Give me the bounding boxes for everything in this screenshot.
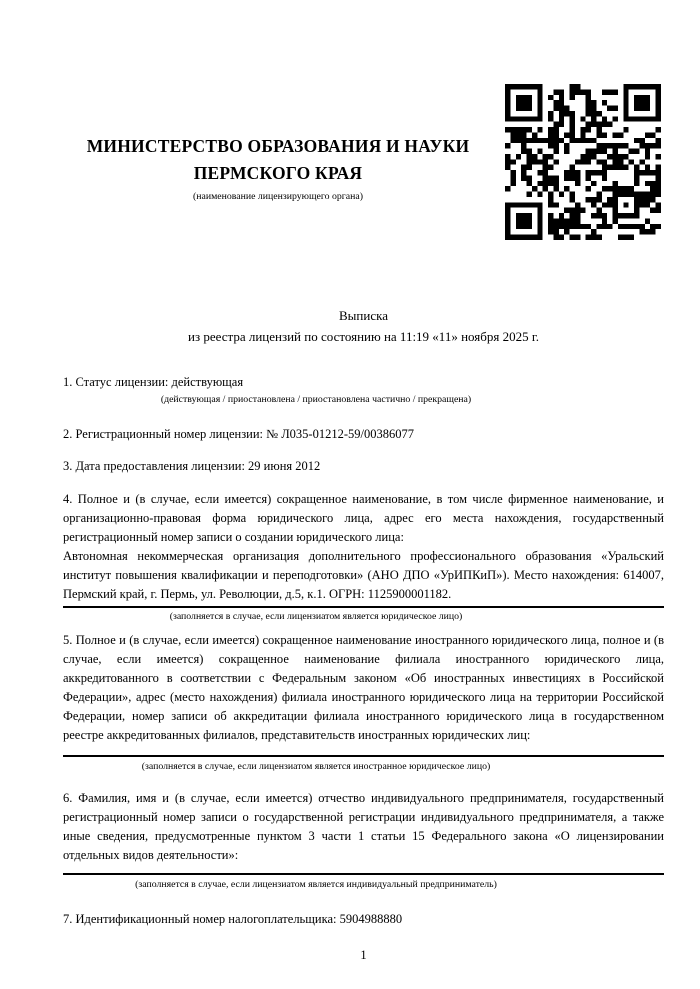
foreign-entity-answer-underline	[63, 755, 664, 757]
item-taxpayer-id	[63, 910, 664, 929]
page-number: 1	[360, 948, 367, 962]
legal-entity-answer-text: Автономная некоммерческая организация дополнительного профессионального образования «Уральский институт повышения квалификации и переподготовки» (АНО ДПО «УрИПКиП»). Место нахождения: 614007, Пермский край, г. Пермь, ул. Революции, д.5, к.1. ОГРН: 1125900001182.	[63, 549, 664, 601]
foreign-entity-prompt-text: 5. Полное и (в случае, если имеется) сокращенное наименование иностранного юридического лица, полное и (в случае, если имеется) сокращенное наименование филиала иностранного юридического лица, аккредитованного в соответствии с Федеральным законом «Об иностранных инвестициях в Российской Федерации», адрес (место нахождения) филиала иностранного юридического лица на территории Российской Федерации, номер записи об аккредитации филиала иностранного юридического лица в государственном реестре аккредитованных филиалов, представительств иностранных юридических лиц:	[63, 633, 664, 742]
title-line-2: из реестра лицензий по состоянию на 11:19 «11» ноября 2025 г.	[188, 329, 539, 344]
taxpayer-id-text: 7. Идентификационный номер налогоплательщика: 5904988880	[63, 912, 403, 926]
legal-entity-answer-underline	[63, 606, 664, 608]
ministry-name-line-2: ПЕРМСКОГО КРАЯ	[193, 163, 363, 183]
ministry-name-line-1: МИНИСТЕРСТВО ОБРАЗОВАНИЯ И НАУКИ	[86, 136, 470, 156]
entrepreneur-answer-underline	[63, 873, 664, 875]
item-registration-number	[63, 425, 664, 444]
item-foreign-entity	[63, 631, 664, 773]
entrepreneur-prompt-text: 6. Фамилия, имя и (в случае, если имеется) отчество индивидуального предпринимателя, государственный регистрационный номер записи о государственной регистрации индивидуального предпринимателя, а также иные сведения, предусмотренные пунктом 3 части 1 статьи 15 Федерального закона «О лицензировании отдельных видов деятельности»:	[63, 791, 664, 862]
item-license-status	[63, 373, 664, 406]
authority-form-caption: (наименование лицензирующего органа)	[192, 191, 363, 202]
document-title	[63, 305, 664, 347]
license-status-hint-caption: (действующая / приостановлена / приостановлена частично / прекращена)	[160, 394, 472, 405]
item-individual-entrepreneur	[63, 789, 664, 891]
title-line-1: Выписка	[339, 308, 388, 323]
legal-entity-prompt-text: 4. Полное и (в случае, если имеется) сокращенное наименование, в том числе фирменное наименование, и организационно-правовая форма юридического лица, адрес его места нахождения, государственный регистрационный номер записи о создании юридического лица:	[63, 492, 664, 544]
license-status-text: 1. Статус лицензии: действующая	[63, 375, 244, 389]
item-legal-entity	[63, 490, 664, 623]
foreign-entity-hint-caption: (заполняется в случае, если лицензиатом является иностранное юридическое лицо)	[141, 761, 491, 772]
item-grant-date	[63, 457, 664, 476]
legal-entity-hint-caption: (заполняется в случае, если лицензиатом является юридическое лицо)	[169, 611, 463, 622]
entrepreneur-hint-caption: (заполняется в случае, если лицензиатом является индивидуальный предприниматель)	[135, 879, 497, 890]
document-body	[63, 0, 664, 965]
grant-date-text: 3. Дата предоставления лицензии: 29 июня 2012	[63, 459, 321, 473]
registration-number-text: 2. Регистрационный номер лицензии: № Л035-01212-59/00386077	[63, 427, 414, 441]
